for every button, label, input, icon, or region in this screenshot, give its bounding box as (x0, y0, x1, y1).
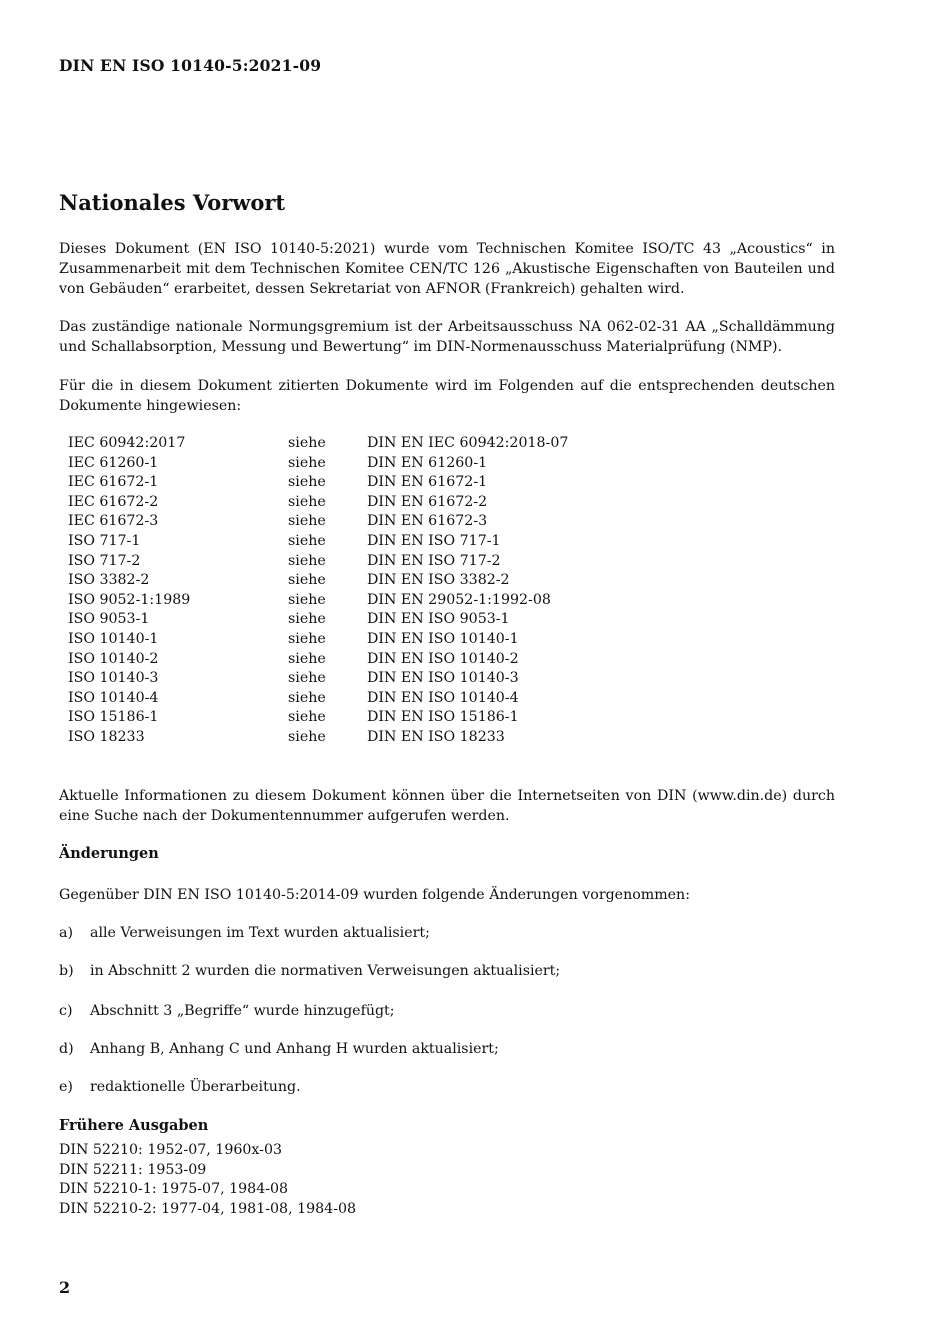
reference-relation: siehe (288, 572, 326, 589)
reference-relation: siehe (288, 689, 326, 706)
reference-international: IEC 61672-2 (68, 493, 159, 510)
reference-relation: siehe (288, 493, 326, 510)
reference-row (68, 434, 568, 454)
reference-international: ISO 9052-1:1989 (68, 591, 191, 608)
reference-row (68, 630, 568, 650)
reference-row (68, 473, 568, 493)
previous-editions-heading: Frühere Ausgaben (59, 1117, 209, 1134)
previous-editions-list (59, 1141, 356, 1219)
change-item-text: Abschnitt 3 „Begriffe“ wurde hinzugefügt; (90, 1003, 395, 1019)
reference-relation: siehe (288, 650, 326, 667)
reference-row (68, 571, 568, 591)
reference-national: DIN EN ISO 10140-3 (367, 670, 519, 687)
reference-national: DIN EN ISO 10140-1 (367, 630, 519, 647)
reference-national: DIN EN ISO 15186-1 (367, 709, 519, 726)
reference-row (68, 493, 568, 513)
reference-row (68, 552, 568, 572)
reference-national: DIN EN 61672-2 (367, 493, 488, 510)
previous-edition-line: DIN 52210-1: 1975-07, 1984-08 (59, 1181, 289, 1198)
paragraph-changes-intro: Gegenüber DIN EN ISO 10140-5:2014-09 wurden folgende Änderungen vorgenommen: (59, 887, 690, 903)
reference-relation: siehe (288, 513, 326, 530)
reference-row (68, 669, 568, 689)
change-item-marker: a) (59, 925, 73, 941)
change-item-marker: c) (59, 1003, 73, 1019)
change-item (59, 1077, 301, 1097)
reference-international: IEC 61672-1 (68, 474, 159, 491)
reference-row (68, 728, 568, 748)
change-item (59, 1039, 499, 1059)
reference-national: DIN EN 61672-3 (367, 513, 488, 530)
previous-edition-line: DIN 52210-2: 1977-04, 1981-08, 1984-08 (59, 1200, 357, 1217)
reference-national: DIN EN ISO 10140-2 (367, 650, 519, 667)
change-item (59, 1001, 395, 1021)
reference-row (68, 532, 568, 552)
reference-national: DIN EN ISO 717-2 (367, 552, 501, 569)
reference-international: IEC 60942:2017 (68, 435, 186, 451)
reference-national: DIN EN 61672-1 (367, 474, 488, 491)
reference-relation: siehe (288, 670, 326, 687)
reference-international: ISO 18233 (68, 728, 145, 745)
reference-relation: siehe (288, 454, 326, 471)
reference-row (68, 708, 568, 728)
reference-national: DIN EN ISO 3382-2 (367, 572, 510, 589)
reference-international: ISO 3382-2 (68, 572, 150, 589)
reference-international: ISO 717-2 (68, 552, 141, 569)
change-item (59, 923, 430, 943)
reference-international: ISO 717-1 (68, 532, 141, 549)
reference-row (68, 689, 568, 709)
change-item-text: alle Verweisungen im Text wurden aktualisiert; (90, 925, 430, 941)
reference-relation: siehe (288, 532, 326, 549)
reference-international: ISO 15186-1 (68, 709, 159, 726)
change-item (59, 961, 560, 981)
change-item-text: in Abschnitt 2 wurden die normativen Verweisungen aktualisiert; (90, 963, 561, 979)
reference-international: ISO 10140-1 (68, 630, 159, 647)
paragraph-references-intro: Für die in diesem Dokument zitierten Dokumente wird im Folgenden auf die entsprechenden deutschen Dokumente hingewiesen: (59, 378, 835, 414)
reference-national: DIN EN 29052-1:1992-08 (367, 591, 551, 608)
reference-international: IEC 61672-3 (68, 513, 159, 530)
change-item-marker: d) (59, 1041, 74, 1057)
change-item-marker: e) (59, 1079, 73, 1095)
reference-row (68, 454, 568, 474)
reference-row (68, 610, 568, 630)
reference-relation: siehe (288, 435, 326, 451)
reference-international: ISO 10140-2 (68, 650, 159, 667)
reference-international: ISO 10140-4 (68, 689, 159, 706)
paragraph-committee: Dieses Dokument (EN ISO 10140-5:2021) wurde vom Technischen Komitee ISO/TC 43 „Acoustics“ in Zusammenarbeit mit dem Technischen Komitee CEN/TC 126 „Akustische Eigenschaften von Bauteilen und von Gebäuden“ erarbeitet, dessen Sekretariat von AFNOR (Frankreich) gehalten wird. (59, 241, 835, 297)
paragraph-online-info: Aktuelle Informationen zu diesem Dokument können über die Internetseiten von DIN (www.din.de) durch eine Suche nach der Dokumentennummer aufgerufen werden. (59, 788, 835, 824)
reference-row (68, 512, 568, 532)
previous-edition-line: DIN 52211: 1953-09 (59, 1161, 207, 1178)
reference-international: ISO 10140-3 (68, 670, 159, 687)
reference-relation: siehe (288, 630, 326, 647)
reference-national: DIN EN ISO 717-1 (367, 532, 501, 549)
changes-heading: Änderungen (59, 845, 159, 862)
reference-international: IEC 61260-1 (68, 454, 159, 471)
reference-relation: siehe (288, 474, 326, 491)
reference-national: DIN EN ISO 18233 (367, 728, 505, 745)
reference-table (68, 434, 568, 748)
reference-row (68, 650, 568, 670)
reference-relation: siehe (288, 709, 326, 726)
reference-row (68, 591, 568, 611)
change-item-marker: b) (59, 963, 74, 979)
section-title: Nationales Vorwort (59, 190, 286, 215)
paragraph-national-body: Das zuständige nationale Normungsgremium ist der Arbeitsausschuss NA 062-02-31 AA „Schalldämmung und Schallabsorption, Messung und Bewertung“ im DIN-Normenausschuss Materialprüfung (NMP). (59, 319, 835, 355)
reference-relation: siehe (288, 611, 326, 628)
page-number: 2 (59, 1278, 71, 1297)
change-item-text: Anhang B, Anhang C und Anhang H wurden aktualisiert; (90, 1041, 499, 1057)
reference-national: DIN EN IEC 60942:2018-07 (367, 435, 569, 451)
reference-national: DIN EN ISO 10140-4 (367, 689, 519, 706)
reference-relation: siehe (288, 728, 326, 745)
reference-national: DIN EN ISO 9053-1 (367, 611, 510, 628)
reference-relation: siehe (288, 552, 326, 569)
reference-relation: siehe (288, 591, 326, 608)
reference-international: ISO 9053-1 (68, 611, 150, 628)
reference-national: DIN EN 61260-1 (367, 454, 488, 471)
previous-edition-line: DIN 52210: 1952-07, 1960x-03 (59, 1142, 283, 1158)
change-item-text: redaktionelle Überarbeitung. (90, 1079, 301, 1095)
document-id-header: DIN EN ISO 10140-5:2021-09 (59, 56, 322, 75)
